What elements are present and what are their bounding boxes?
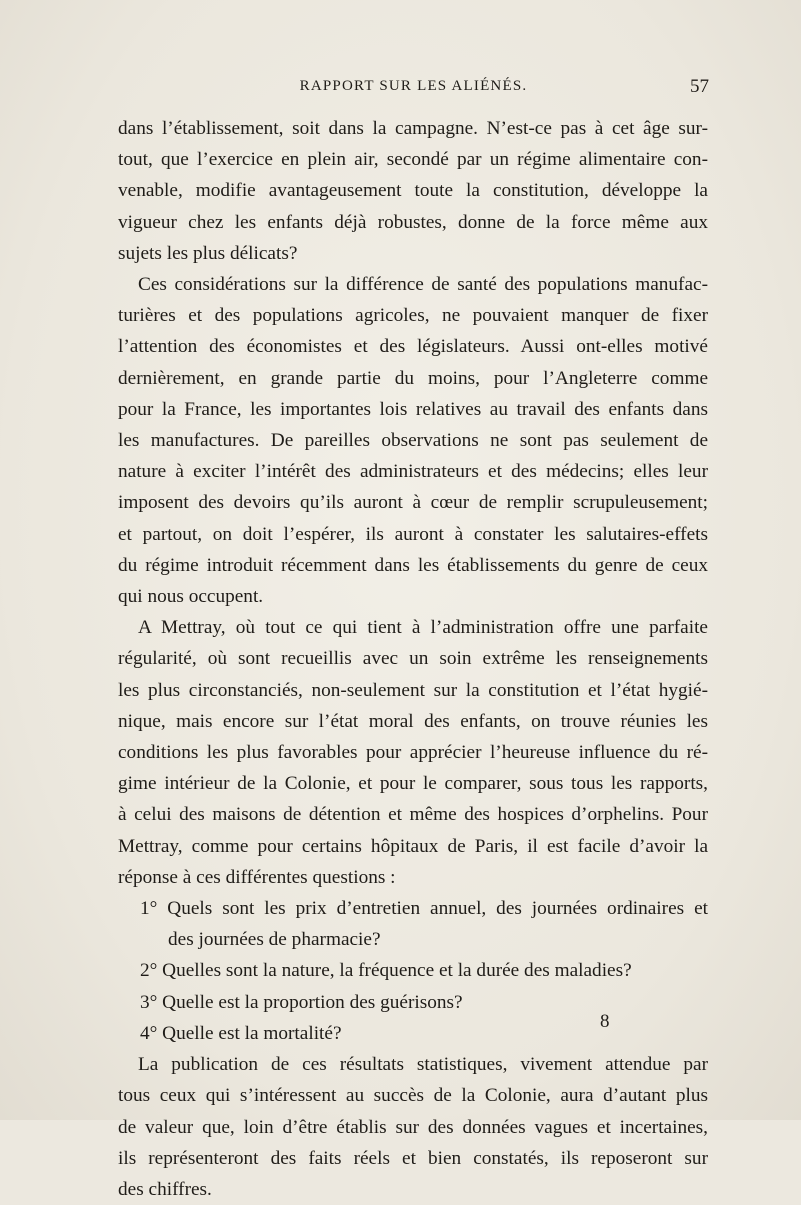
- text-line: 4° Quelle est la mortalité?: [140, 1022, 342, 1044]
- text-line: tout, que l’exercice en plein air, secondé par un régime alimentaire con-: [118, 149, 708, 171]
- text-line: ils représenteront des faits réels et bien constatés, ils reposeront sur: [118, 1147, 708, 1169]
- text-line: l’attention des économistes et des législateurs. Aussi ont-elles motivé: [118, 336, 708, 358]
- text-line: venable, modifie avantageusement toute la constitution, développe la: [118, 180, 708, 202]
- text-line: 2° Quelles sont la nature, la fréquence et la durée des maladies?: [140, 960, 632, 982]
- text-line: du régime introduit récemment dans les établissements du genre de ceux: [118, 554, 708, 576]
- text-line: les manufactures. De pareilles observations ne sont pas seulement de: [118, 430, 708, 452]
- text-line: dernièrement, en grande partie du moins, pour l’Angleterre comme: [118, 367, 708, 389]
- text-line: turières et des populations agricoles, ne pouvaient manquer de fixer: [118, 305, 708, 327]
- text-line: La publication de ces résultats statistiques, vivement attendue par: [138, 1054, 708, 1076]
- text-line: sujets les plus délicats?: [118, 242, 298, 264]
- text-line: Mettray, comme pour certains hôpitaux de Paris, il est facile d’avoir la: [118, 835, 708, 857]
- text-line: nique, mais encore sur l’état moral des enfants, on trouve réunies les: [118, 710, 708, 732]
- text-line: à celui des maisons de détention et même des hospices d’orphelins. Pour: [118, 804, 708, 826]
- body-text: [118, 113, 708, 1205]
- running-title: RAPPORT SUR LES ALIÉNÉS.: [299, 78, 528, 94]
- page-header: [118, 76, 709, 102]
- text-line: réponse à ces différentes questions :: [118, 866, 396, 888]
- text-line: vigueur chez les enfants déjà robustes, donne de la force même aux: [118, 211, 708, 233]
- page-number: 57: [690, 76, 709, 97]
- text-line: et partout, on doit l’espérer, ils auront à constater les salutaires-effets: [118, 523, 708, 545]
- text-line: gime intérieur de la Colonie, et pour le comparer, sous tous les rapports,: [118, 773, 708, 795]
- text-line: qui nous occupent.: [118, 586, 264, 608]
- signature-mark: 8: [600, 1011, 610, 1032]
- text-line: régularité, où sont recueillis avec un soin extrême les renseignements: [118, 648, 708, 670]
- text-line: 1° Quels sont les prix d’entretien annuel, des journées ordinaires et: [140, 898, 708, 920]
- text-line: dans l’établissement, soit dans la campagne. N’est-ce pas à cet âge sur-: [118, 118, 708, 139]
- text-line: des journées de pharmacie?: [168, 929, 381, 951]
- text-line: tous ceux qui s’intéressent au succès de la Colonie, aura d’autant plus: [118, 1085, 708, 1107]
- text-line: conditions les plus favorables pour apprécier l’heureuse influence du ré-: [118, 742, 708, 764]
- text-line: nature à exciter l’intérêt des administrateurs et des médecins; elles leur: [118, 461, 708, 483]
- text-line: les plus circonstanciés, non-seulement sur la constitution et l’état hygié-: [118, 679, 708, 701]
- text-line: Ces considérations sur la différence de santé des populations manufac-: [138, 274, 708, 296]
- text-line: 3° Quelle est la proportion des guérisons?: [140, 991, 463, 1013]
- text-line: pour la France, les importantes lois relatives au travail des enfants dans: [118, 398, 708, 420]
- text-line: des chiffres.: [118, 1178, 212, 1200]
- text-line: de valeur que, loin d’être établis sur des données vagues et incertaines,: [118, 1116, 708, 1138]
- text-line: A Mettray, où tout ce qui tient à l’administration offre une parfaite: [138, 617, 708, 639]
- text-line: imposent des devoirs qu’ils auront à cœur de remplir scrupuleusement;: [118, 492, 708, 514]
